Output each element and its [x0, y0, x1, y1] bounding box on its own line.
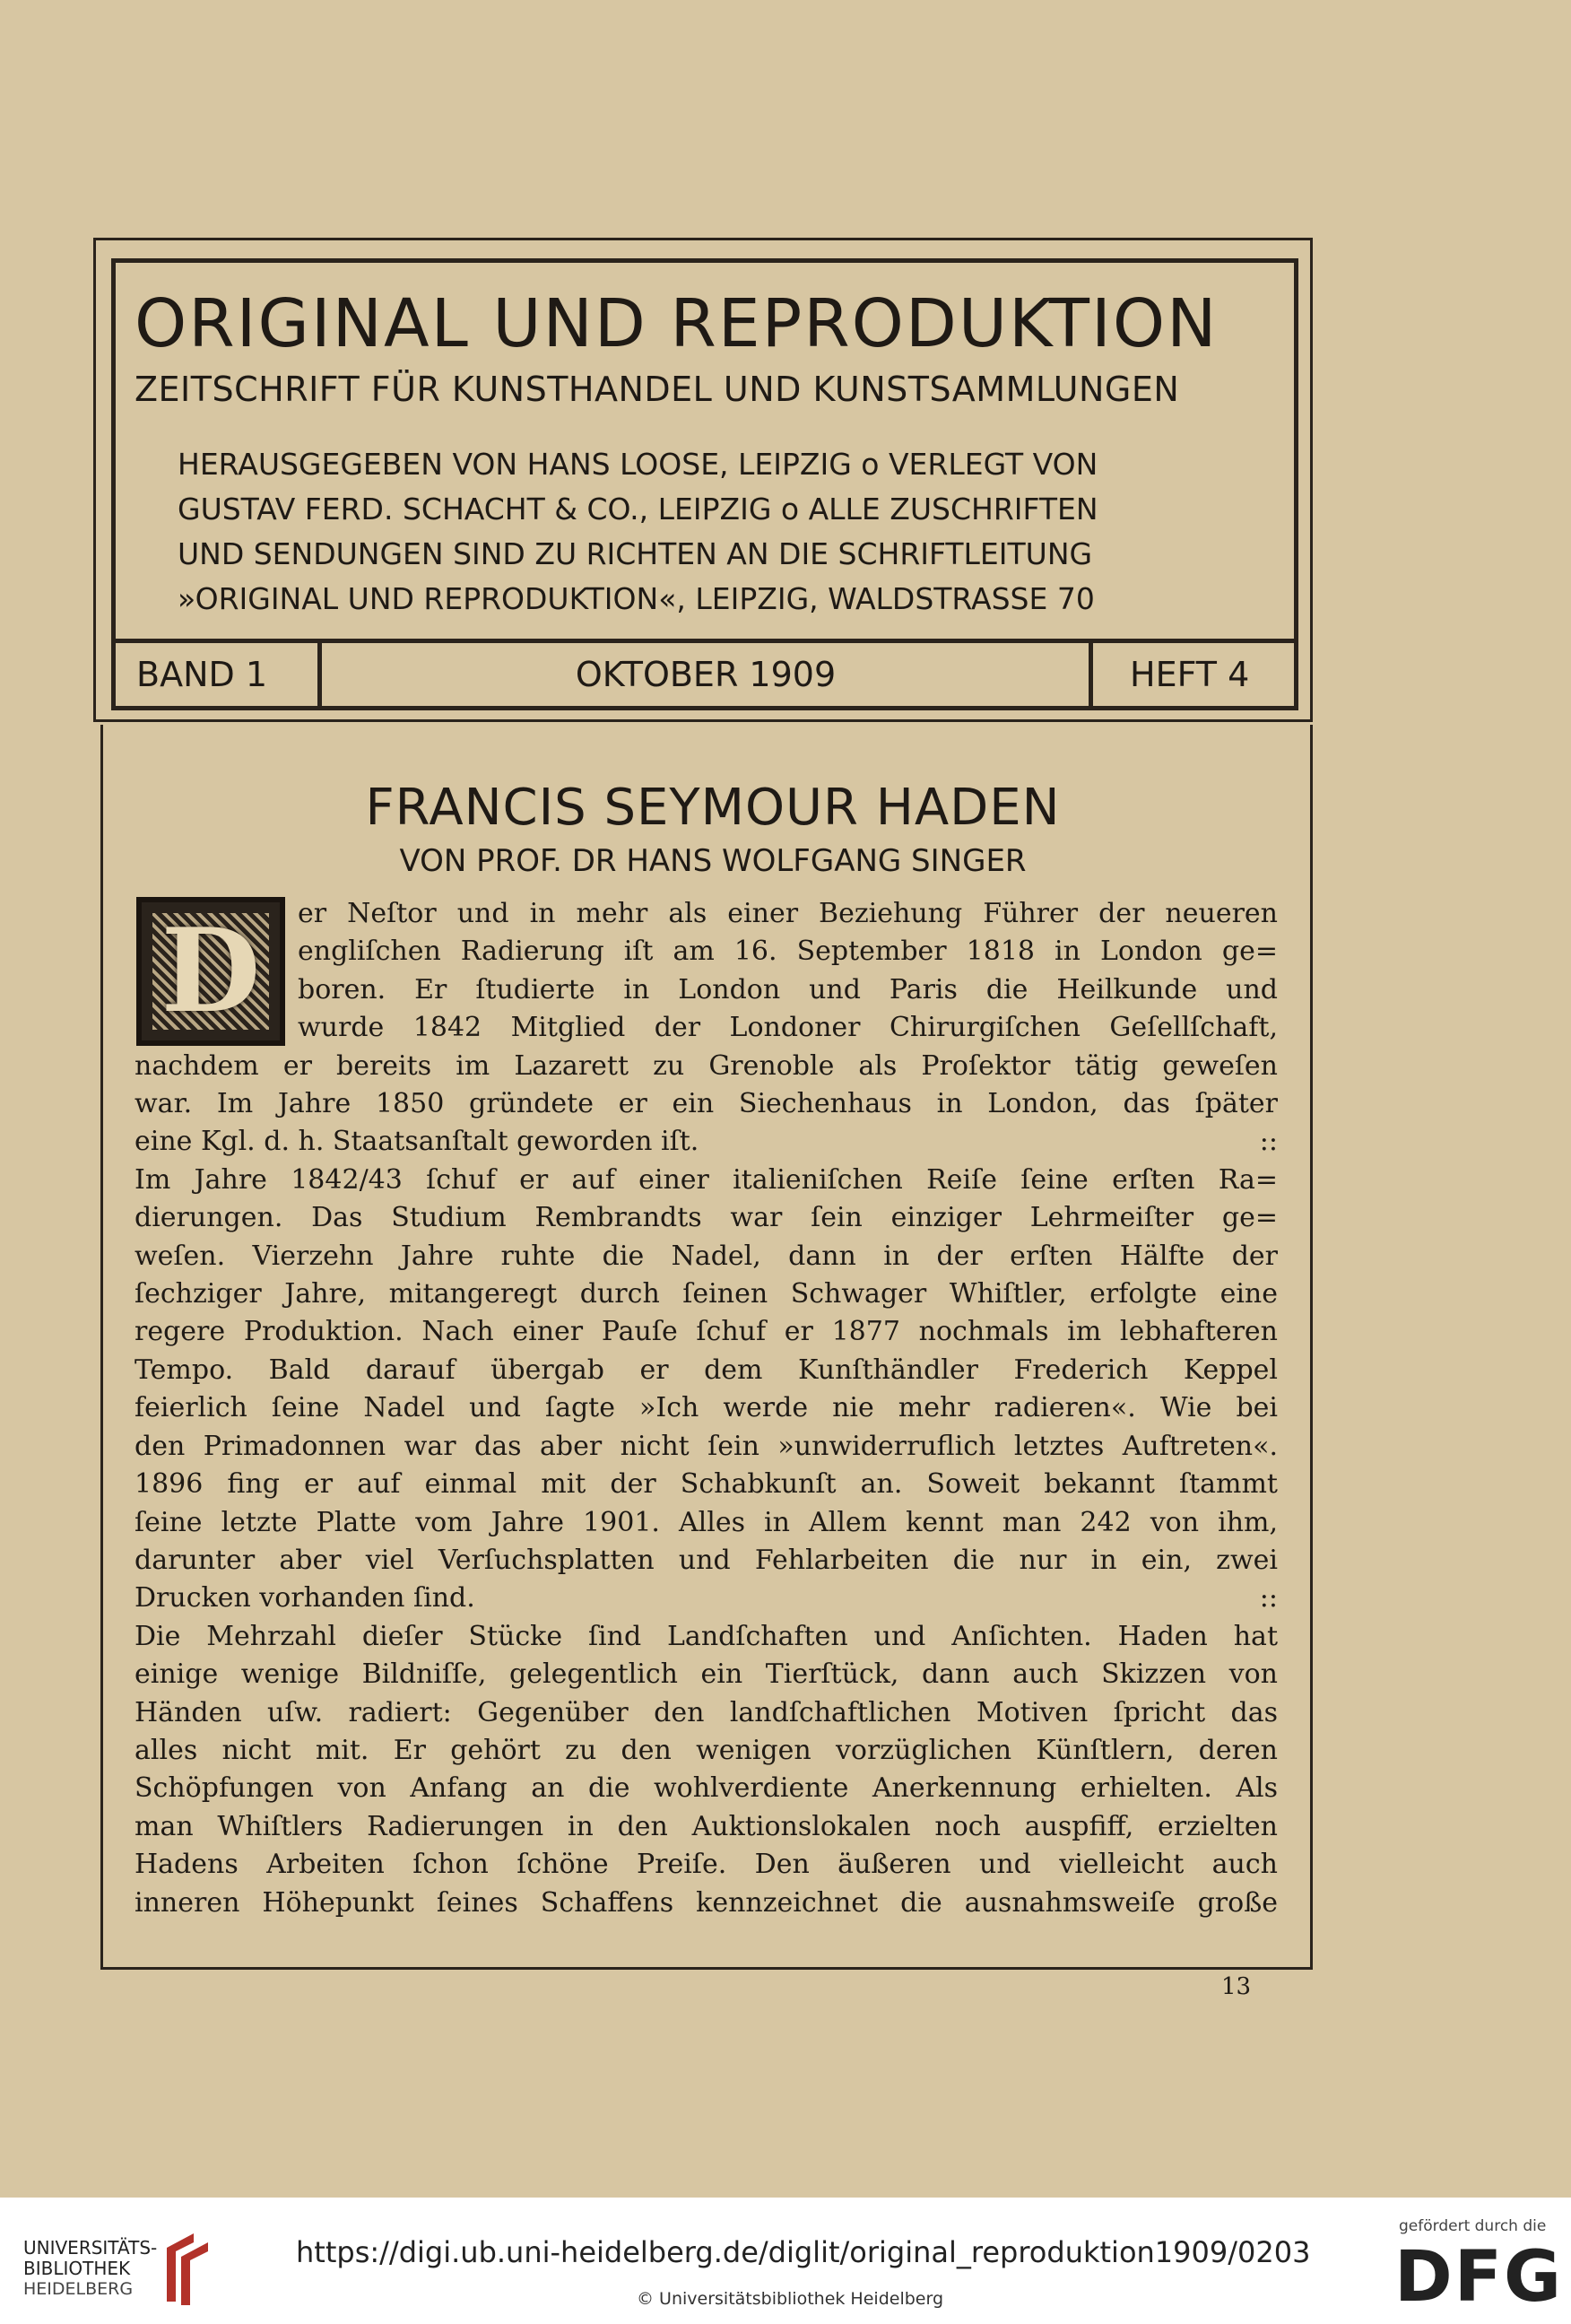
text-line: feierlich ſeine Nadel und ſagte »Ich werde nie mehr radieren«. Wie bei — [135, 1392, 1278, 1424]
paragraph-mark: :: — [1259, 1126, 1278, 1158]
dfg-logo: DFG — [1394, 2237, 1564, 2318]
text-line: Händen uſw. radiert: Gegenüber den landſchaftlichen Motiven ſpricht das — [135, 1696, 1278, 1728]
text-line: regere Produktion. Nach einer Pauſe ſchuf er 1877 nochmals im lebhafteren — [135, 1316, 1278, 1348]
text-line: engliſchen Radierung iſt am 16. September 1818 in London ge= — [298, 936, 1278, 968]
header-divider — [111, 639, 1298, 643]
text-line: 1896 fing er auf einmal mit der Schabkunſt an. Soweit bekannt ſtammt — [135, 1468, 1278, 1501]
text-line: inneren Höhepunkt ſeines Schaffens kennzeichnet die ausnahmsweiſe große — [135, 1886, 1278, 1919]
initial-letter: D — [161, 904, 261, 1039]
volume-label: BAND 1 — [136, 655, 268, 694]
publisher-info-line: GUSTAV FERD. SCHACHT & CO., LEIPZIG o ALLE ZUSCHRIFTEN — [178, 492, 1098, 527]
text-line: Hadens Arbeiten ſchon ſchöne Preiſe. Den äußeren und vielleicht auch — [135, 1849, 1278, 1881]
text-line: alles nicht mit. Er gehört zu den wenigen vorzüglichen Künſtlern, deren — [135, 1734, 1278, 1766]
text-line: man Whiſtlers Radierungen in den Auktionslokalen noch auspfiff, erzielten — [135, 1810, 1278, 1842]
text-line: ſechziger Jahre, mitangeregt durch ſeinen Schwager Whiſtler, erfolgte eine — [135, 1278, 1278, 1310]
page-permalink[interactable]: https://digi.ub.uni-heidelberg.de/diglit/original_reproduktion1909/0203 — [296, 2235, 1311, 2269]
text-line: ſeine letzte Platte vom Jahre 1901. Alles in Allem kennt man 242 von ihm, — [135, 1506, 1278, 1538]
header-column-divider — [317, 642, 322, 710]
text-line: war. Im Jahre 1850 gründete er ein Siechenhaus in London, das ſpäter — [135, 1088, 1278, 1120]
page-number: 13 — [1221, 1973, 1252, 2000]
publisher-info — [178, 442, 1254, 622]
text-line: nachdem er bereits im Lazarett zu Grenoble als Proſektor tätig geweſen — [135, 1049, 1278, 1082]
text-line: Im Jahre 1842/43 ſchuf er auf einer italieniſchen Reiſe ſeine erſten Ra= — [135, 1163, 1278, 1196]
text-line: boren. Er ſtudierte in London und Paris die Heilkunde und — [298, 973, 1278, 1005]
text-line-content: Drucken vorhanden ſind. — [135, 1582, 475, 1615]
publisher-info-line: »ORIGINAL UND REPRODUKTION«, LEIPZIG, WALDSTRASSE 70 — [178, 581, 1095, 616]
text-line: weſen. Vierzehn Jahre ruhte die Nadel, dann in der erſten Hälfte der — [135, 1240, 1278, 1272]
viewer-footer — [0, 2198, 1571, 2324]
library-name-line: UNIVERSITÄTS- — [23, 2237, 158, 2259]
journal-title: ORIGINAL UND REPRODUKTION — [135, 285, 1219, 362]
publisher-info-line: HERAUSGEGEBEN VON HANS LOOSE, LEIPZIG o VERLEGT VON — [178, 447, 1098, 482]
paragraph-mark: :: — [1259, 1582, 1278, 1615]
text-line-content: eine Kgl. d. h. Staatsanſtalt geworden iſt. — [135, 1126, 699, 1158]
header-column-divider — [1089, 642, 1093, 710]
journal-subtitle: ZEITSCHRIFT FÜR KUNSTHANDEL UND KUNSTSAMMLUNGEN — [135, 370, 1180, 409]
text-line: Schöpfungen von Anfang an die wohlverdiente Anerkennung erhielten. Als — [135, 1772, 1278, 1805]
publisher-info-line: UND SENDUNGEN SIND ZU RICHTEN AN DIE SCHRIFTLEITUNG — [178, 536, 1093, 571]
article-author: VON PROF. DR HANS WOLFGANG SINGER — [399, 843, 1027, 879]
text-line: wurde 1842 Mitglied der Londoner Chirurgiſchen Geſellſchaft, — [298, 1012, 1278, 1044]
issue-date: OKTOBER 1909 — [575, 655, 837, 694]
text-line: darunter aber viel Verſuchsplatten und Fehlarbeiten die nur in ein, zwei — [135, 1544, 1278, 1576]
issue-number: HEFT 4 — [1130, 655, 1250, 694]
text-line — [135, 1580, 1278, 1617]
library-logo-icon — [158, 2230, 217, 2307]
text-line: Die Mehrzahl dieſer Stücke ſind Landſchaften und Anſichten. Haden hat — [135, 1620, 1278, 1652]
text-line: einige wenige Bildniſſe, gelegentlich ein Tierſtück, dann auch Skizzen von — [135, 1658, 1278, 1691]
text-line: er Neſtor und in mehr als einer Beziehung Führer der neueren — [298, 898, 1278, 929]
article-title: FRANCIS SEYMOUR HADEN — [365, 779, 1061, 837]
library-name-line: BIBLIOTHEK — [23, 2258, 131, 2279]
library-name-line: HEIDELBERG — [23, 2279, 134, 2299]
dfg-caption: gefördert durch die — [1399, 2217, 1547, 2235]
text-line: den Primadonnen war das aber nicht ſein »unwiderruflich letztes Auftreten«. — [135, 1430, 1278, 1462]
text-line: dierungen. Das Studium Rembrandts war ſein einziger Lehrmeiſter ge= — [135, 1202, 1278, 1234]
copyright-notice: © Universitätsbibliothek Heidelberg — [637, 2289, 944, 2309]
text-line: Tempo. Bald darauf übergab er dem Kunſthändler Frederich Keppel — [135, 1353, 1278, 1386]
library-name — [23, 2238, 157, 2300]
article-body — [135, 895, 1278, 1922]
text-line — [135, 1123, 1278, 1161]
